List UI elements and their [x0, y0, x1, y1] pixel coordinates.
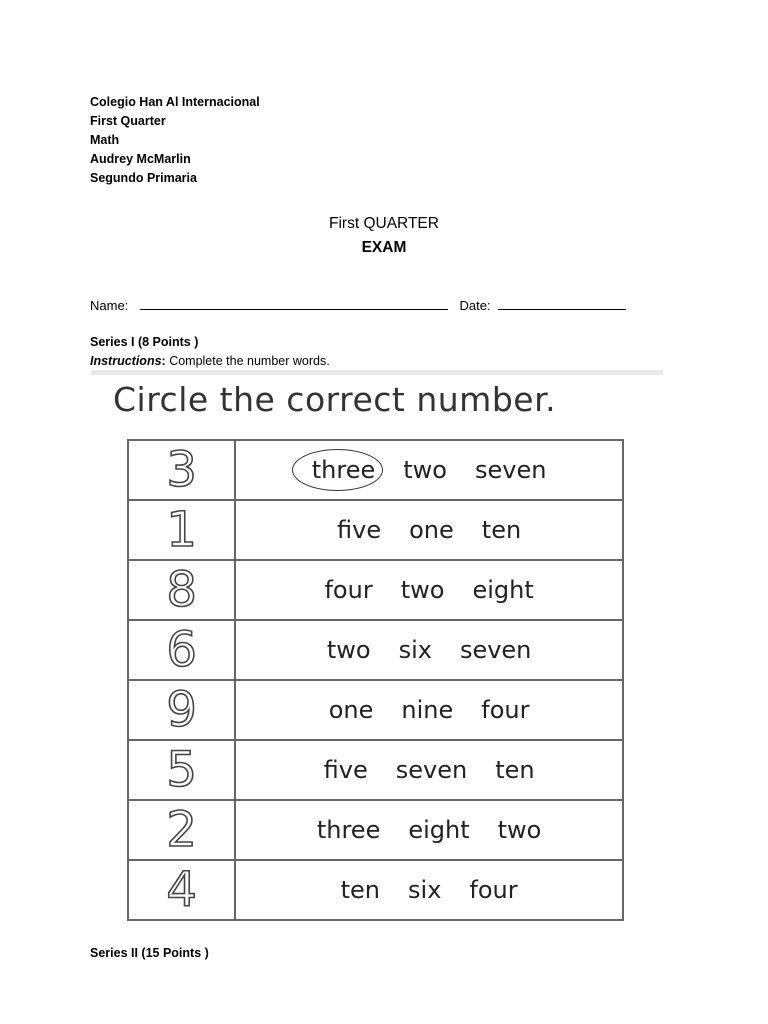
- word-choices-cell: [235, 860, 623, 920]
- word-choice[interactable]: ten: [481, 516, 522, 544]
- word-choices-cell: [235, 800, 623, 860]
- word-choices-cell: [235, 500, 623, 560]
- digit-cell: [128, 560, 235, 620]
- outline-digit: 1: [166, 502, 197, 558]
- table-row: [128, 440, 623, 500]
- word-choice[interactable]: three: [316, 816, 381, 844]
- word-choice[interactable]: two: [403, 456, 447, 484]
- word-choice[interactable]: seven: [475, 456, 547, 484]
- table-row: [128, 620, 623, 680]
- date-blank[interactable]: [498, 297, 626, 310]
- word-choices-cell: [235, 560, 623, 620]
- word-choice[interactable]: four: [324, 576, 373, 604]
- worksheet-title: Circle the correct number.: [113, 380, 557, 419]
- word-choices-cell: [235, 680, 623, 740]
- word-choice[interactable]: two: [400, 576, 445, 604]
- digit-cell: [128, 500, 235, 560]
- series1-title: Series I (8 Points ): [90, 335, 199, 349]
- word-choice[interactable]: one: [409, 516, 454, 544]
- word-choice[interactable]: eight: [472, 576, 534, 604]
- word-choice[interactable]: two: [497, 816, 542, 844]
- word-choice[interactable]: five: [323, 756, 368, 784]
- table-row: [128, 740, 623, 800]
- outline-digit: 8: [166, 562, 197, 618]
- digit-cell: [128, 440, 235, 500]
- school-name: Colegio Han Al Internacional: [90, 95, 260, 109]
- name-blank[interactable]: [140, 297, 448, 310]
- word-choice[interactable]: six: [398, 636, 432, 664]
- worksheet-top-band: [91, 370, 663, 375]
- exam-title-line1: First QUARTER: [329, 215, 439, 232]
- word-choice-circled[interactable]: three: [311, 456, 376, 484]
- digit-cell: [128, 860, 235, 920]
- word-choices-cell: [235, 740, 623, 800]
- word-choice[interactable]: seven: [395, 756, 468, 784]
- outline-digit: 6: [166, 622, 197, 678]
- outline-digit: 5: [166, 742, 197, 798]
- outline-digit: 9: [166, 682, 197, 738]
- word-choice[interactable]: ten: [340, 876, 381, 904]
- word-choice[interactable]: two: [326, 636, 371, 664]
- worksheet-image: [91, 370, 663, 940]
- series1-section: [90, 333, 330, 371]
- document-header: [90, 93, 260, 188]
- table-row: [128, 500, 623, 560]
- quarter-label: First Quarter: [90, 114, 166, 128]
- name-label: Name:: [90, 298, 129, 313]
- name-date-line: [90, 297, 626, 313]
- word-choice[interactable]: ten: [495, 756, 535, 784]
- instructions-colon: :: [161, 354, 166, 368]
- word-choice[interactable]: six: [408, 876, 442, 904]
- word-choices-cell: [235, 620, 623, 680]
- series2-title: Series II (15 Points ): [90, 946, 209, 960]
- word-choice[interactable]: one: [328, 696, 374, 724]
- word-choice[interactable]: eight: [408, 816, 470, 844]
- exam-title-line2: EXAM: [361, 239, 407, 256]
- instructions-label: Instructions: [90, 354, 162, 368]
- date-label: Date:: [459, 298, 491, 313]
- number-word-table: [127, 439, 624, 921]
- table-row: [128, 560, 623, 620]
- table-row: [128, 860, 623, 920]
- word-choice[interactable]: five: [337, 516, 382, 544]
- exam-title: [0, 212, 768, 260]
- outline-digit: 3: [166, 442, 197, 498]
- grade-label: Segundo Primaria: [90, 171, 197, 185]
- word-choice[interactable]: four: [469, 876, 518, 904]
- table-row: [128, 800, 623, 860]
- teacher-name: Audrey McMarlin: [90, 152, 191, 166]
- outline-digit: 4: [166, 862, 197, 918]
- outline-digit: 2: [166, 802, 197, 858]
- subject-label: Math: [90, 133, 120, 147]
- word-choices-cell: [235, 440, 623, 500]
- word-choice[interactable]: nine: [401, 696, 454, 724]
- word-choice[interactable]: four: [481, 696, 530, 724]
- series1-instructions: [90, 352, 330, 371]
- digit-cell: [128, 680, 235, 740]
- word-choice[interactable]: seven: [459, 636, 532, 664]
- digit-cell: [128, 800, 235, 860]
- table-row: [128, 680, 623, 740]
- digit-cell: [128, 620, 235, 680]
- instructions-text: Complete the number words.: [165, 354, 330, 368]
- digit-cell: [128, 740, 235, 800]
